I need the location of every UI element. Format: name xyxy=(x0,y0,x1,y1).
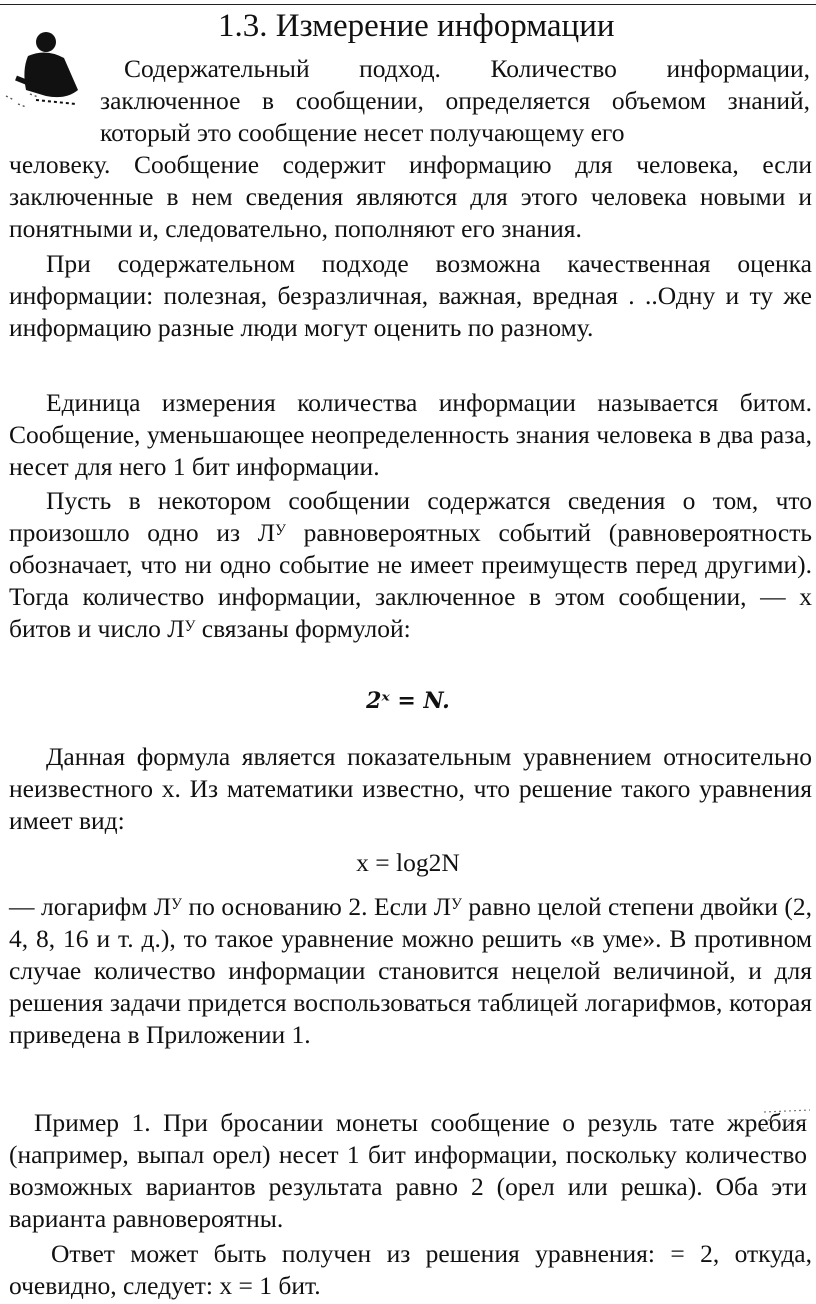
intro-paragraph xyxy=(100,53,810,149)
paragraph-5-text: Данная формула является показательным уравнением относительно неизвестного x. Из математики известно, что решение такого уравнения имеет вид: xyxy=(9,742,812,835)
paragraph-6-text: — логарифм $Л^У$ по основанию 2. Если $Л^У$ равно целой степени двойки (2, 4, 8, 16 и т. д.), то такое уравнение можно решить «в уме». В противном случае количество информации становится нецелой величиной, и для решения задачи придется воспользоваться таблицей логарифмов, которая приведена в Приложении 1. xyxy=(9,892,812,1049)
paragraph-1-rest: человеку. Сообщение содержит информацию для человека, если заключенные в нем сведения являются для этого человека новыми и понятными и, следовательно, пополняют его знания. xyxy=(9,150,812,243)
paragraph-1-continuation xyxy=(9,149,812,245)
paragraph-2-text: При содержательном подходе возможна качественная оценка информации: полезная, безразличная, важная, вредная . ..Одну и ту же информацию разные люди могут оценить по разному. xyxy=(9,249,812,342)
scan-noise-mark xyxy=(4,88,44,110)
paragraph-2 xyxy=(9,248,812,344)
paragraph-3 xyxy=(9,387,812,483)
intro-text: Содержательный подход. Количество информации, заключенное в сообщении, определяется объемом знаний, который это сообщение несет получающему его xyxy=(100,54,810,147)
answer-paragraph xyxy=(9,1238,812,1302)
formula-logarithm: x = log2N xyxy=(356,848,460,877)
paragraph-3-text: Единица измерения количества информации называется битом. Сообщение, уменьшающее неопределенность знания человека в два раза, несет для него 1 бит информации. xyxy=(9,388,812,481)
paragraph-5 xyxy=(9,741,812,837)
paragraph-4-text: Пусть в некотором сообщении содержатся сведения о том, что произошло одно из $Л^У$ равновероятных событий (равновероятность обозначает, что ни одно событие не имеет преимуществ перед другими). Тогда количество информации, заключенное в этом сообщении, — x битов и число $Л^У$ связаны формулой: xyxy=(9,486,812,643)
paragraph-6 xyxy=(9,891,812,1051)
scan-noise-mark-right xyxy=(760,1106,816,1134)
paragraph-4 xyxy=(9,485,812,645)
formula-exponential: 2ˣ = N. xyxy=(366,688,450,714)
example-1 xyxy=(9,1107,807,1235)
example-1-text: Пример 1. При бросании монеты сообщение о резуль тате жребия (например, выпал орел) несет 1 бит информации, поскольку количество возможных вариантов результата равно 2 (орел или решка). Оба эти варианта равновероятны. xyxy=(9,1108,807,1233)
answer-text: Ответ может быть получен из решения уравнения: = 2, откуда, очевидно, следует: x = 1 бит. xyxy=(9,1239,812,1300)
section-title: 1.3. Измерение информации xyxy=(218,8,615,44)
